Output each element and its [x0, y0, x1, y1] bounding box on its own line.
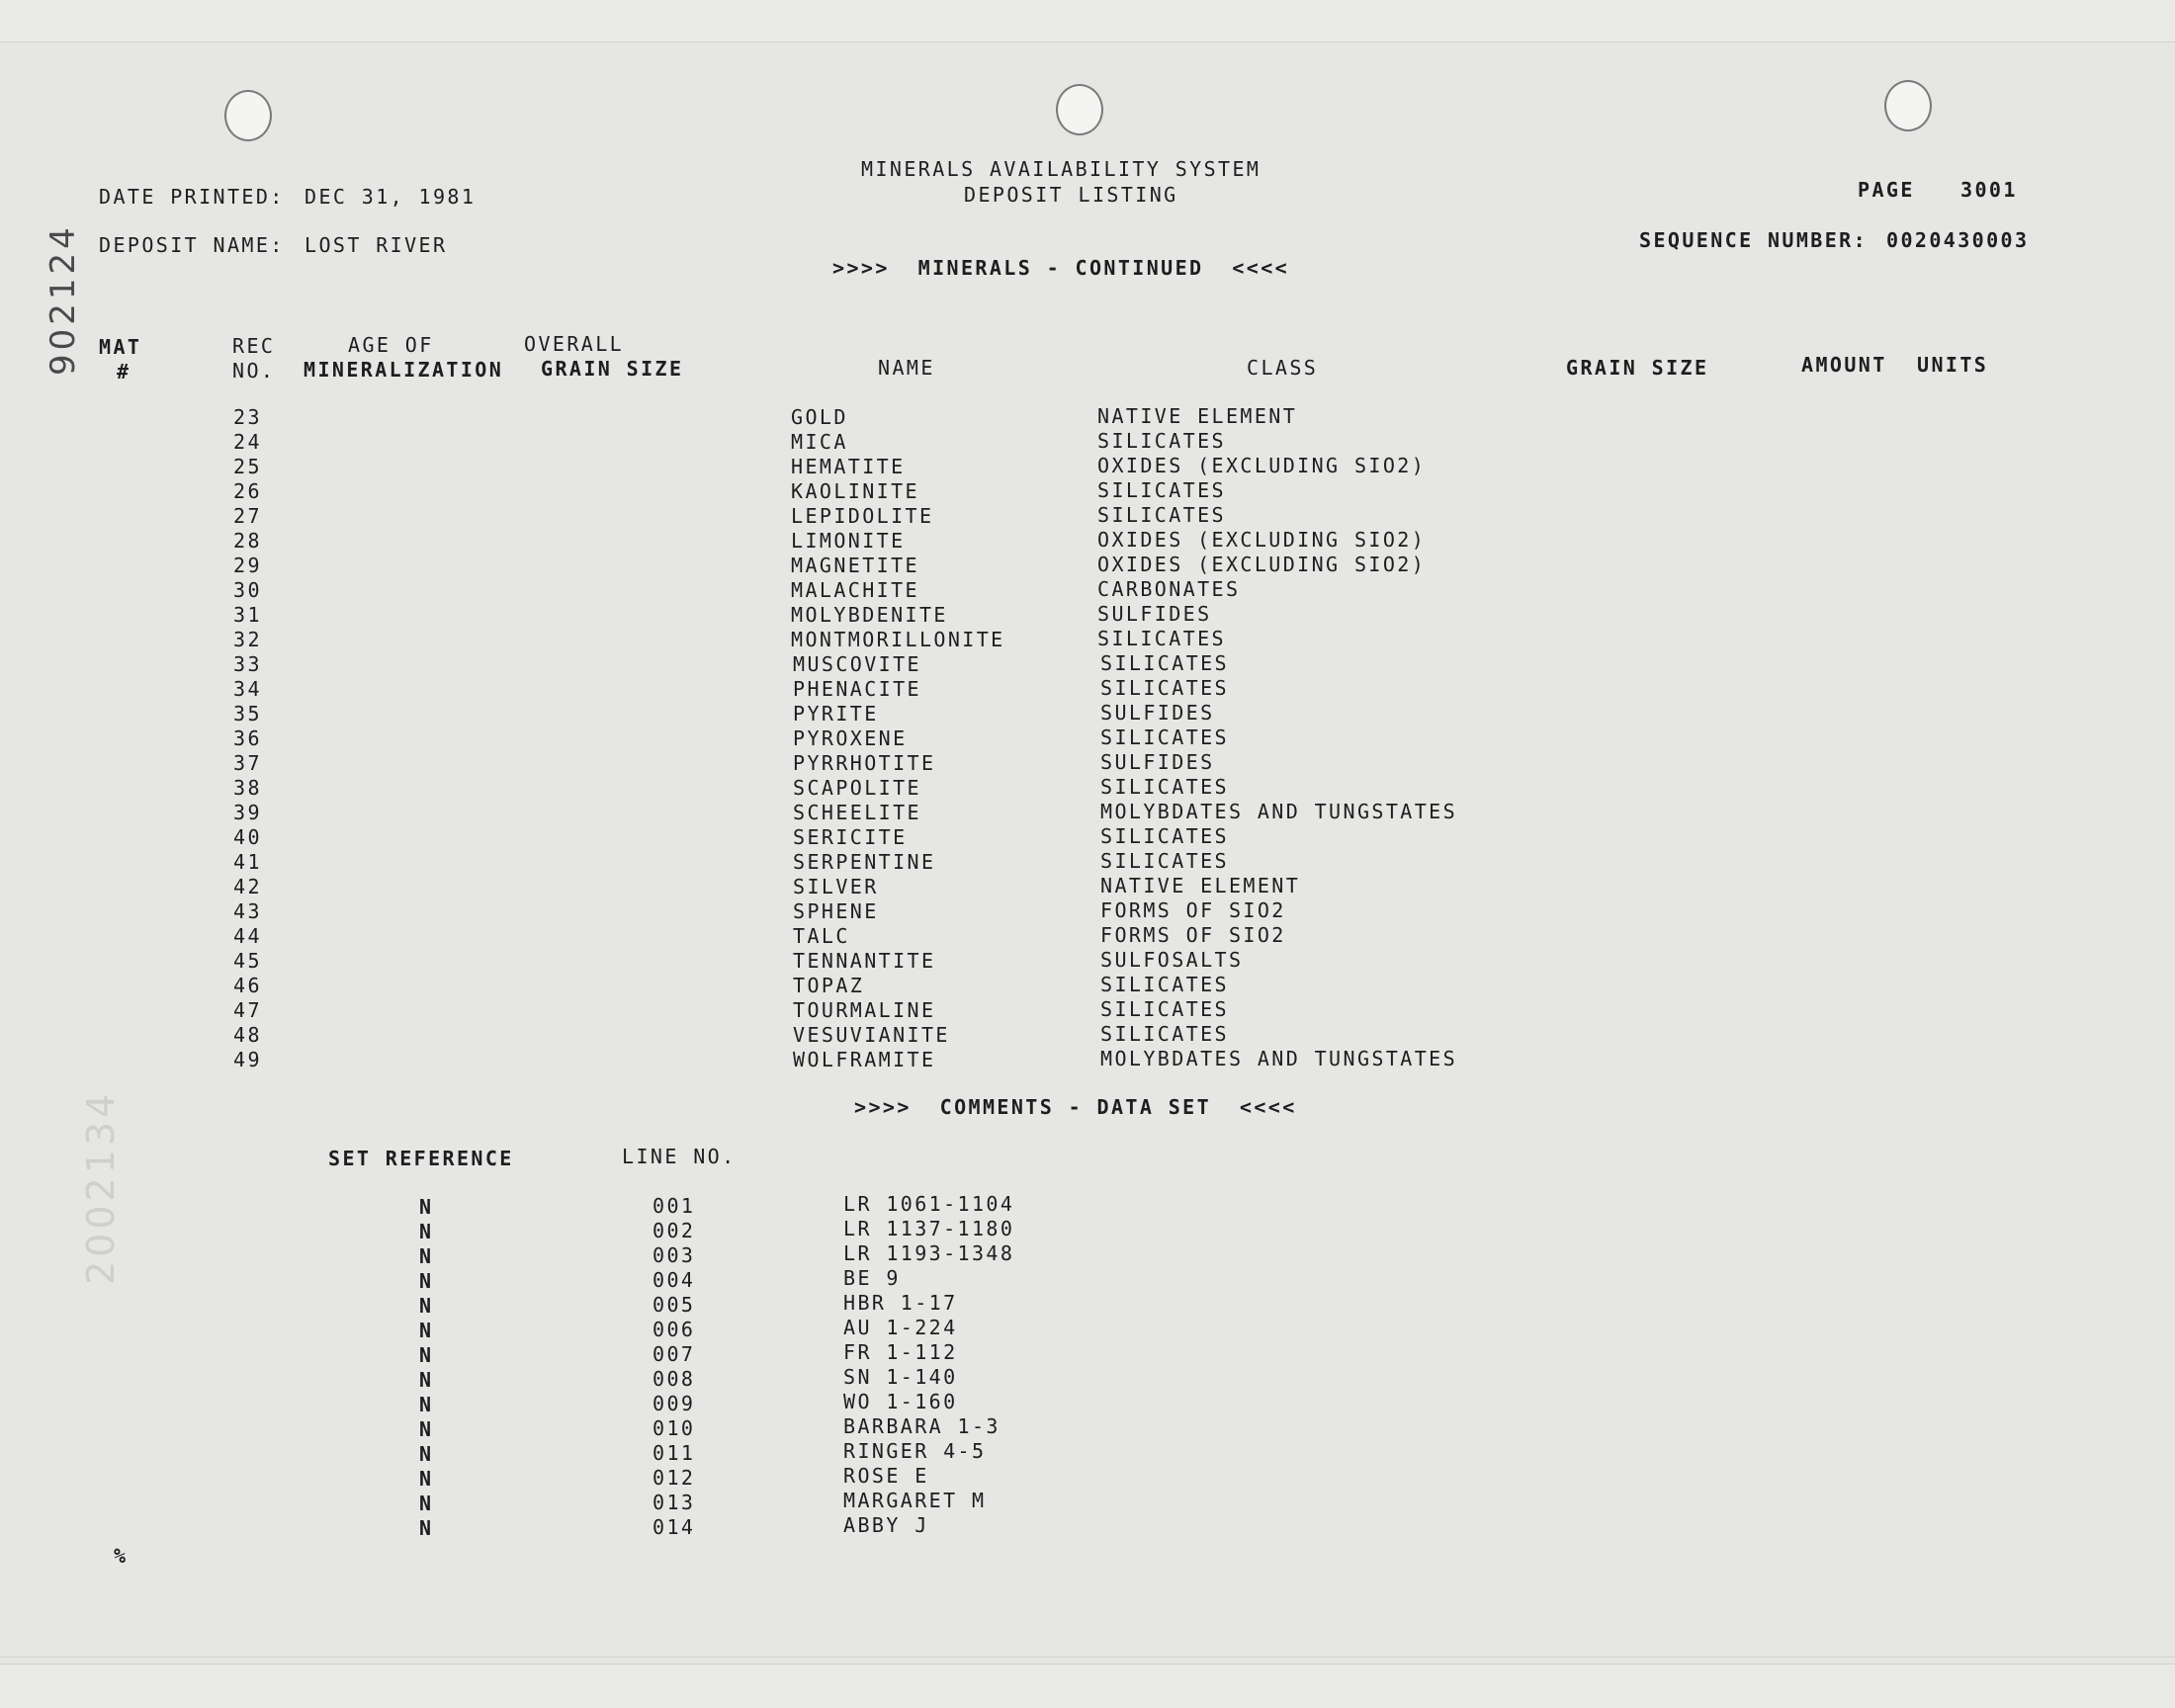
mineral-name: VESUVIANITE [793, 1023, 950, 1047]
mineral-name: PYRITE [793, 702, 879, 726]
set-reference: N [419, 1343, 434, 1367]
set-reference: N [419, 1516, 434, 1540]
rec-number: 43 [233, 899, 262, 923]
mineral-class: FORMS OF SIO2 [1100, 923, 1286, 947]
mineral-name: SCHEELITE [793, 801, 921, 824]
set-reference: N [419, 1294, 434, 1318]
mineral-class: CARBONATES [1097, 577, 1241, 601]
date-printed-label: DATE PRINTED: [99, 185, 285, 209]
comments-section-title: >>>> COMMENTS - DATA SET <<<< [854, 1095, 1297, 1119]
set-reference: N [419, 1220, 434, 1243]
comment-text: MARGARET M [843, 1489, 987, 1512]
comment-text: FR 1-112 [843, 1340, 958, 1364]
mineral-class: SULFIDES [1097, 602, 1212, 626]
deposit-name-label: DEPOSIT NAME: [99, 233, 285, 257]
mineral-class: SILICATES [1100, 1022, 1229, 1046]
comment-text: BARBARA 1-3 [843, 1414, 1000, 1438]
mineral-name: HEMATITE [791, 455, 906, 478]
mineral-name: SERPENTINE [793, 850, 936, 874]
col-age-line1: AGE OF [348, 333, 434, 357]
mineral-class: NATIVE ELEMENT [1100, 874, 1301, 897]
rec-number: 38 [233, 776, 262, 800]
rec-number: 35 [233, 702, 262, 726]
mineral-class: SILICATES [1100, 824, 1229, 848]
line-number: 007 [652, 1342, 696, 1366]
line-number: 004 [652, 1268, 696, 1292]
rec-number: 23 [233, 405, 262, 429]
rec-number: 37 [233, 751, 262, 775]
mineral-class: OXIDES (EXCLUDING SIO2) [1097, 553, 1427, 576]
col-amount: AMOUNT [1801, 353, 1887, 377]
rec-number: 48 [233, 1023, 262, 1047]
mineral-name: MAGNETITE [791, 554, 919, 577]
set-reference: N [419, 1492, 434, 1515]
rec-number: 24 [233, 430, 262, 454]
mineral-class: SILICATES [1100, 973, 1229, 996]
faint-bleed-through-stamp: 2002134 [79, 1089, 123, 1285]
mineral-name: WOLFRAMITE [793, 1048, 936, 1071]
set-reference: N [419, 1417, 434, 1441]
mineral-name: MUSCOVITE [793, 652, 921, 676]
comment-text: RINGER 4-5 [843, 1439, 987, 1463]
mineral-class: SILICATES [1100, 676, 1229, 700]
punch-hole-center [1056, 84, 1103, 135]
mineral-class: SILICATES [1097, 503, 1226, 527]
mineral-class: MOLYBDATES AND TUNGSTATES [1100, 800, 1458, 823]
mineral-name: PYROXENE [793, 726, 908, 750]
mineral-class: SILICATES [1100, 849, 1229, 873]
line-number: 005 [652, 1293, 696, 1317]
mineral-class: SILICATES [1100, 775, 1229, 799]
col-rec-line2: NO. [232, 359, 276, 383]
comment-text: LR 1137-1180 [843, 1217, 1015, 1240]
mineral-name: SILVER [793, 875, 879, 898]
mineral-class: SILICATES [1100, 997, 1229, 1021]
mineral-class: NATIVE ELEMENT [1097, 404, 1298, 428]
mineral-class: MOLYBDATES AND TUNGSTATES [1100, 1047, 1458, 1070]
rec-number: 39 [233, 801, 262, 824]
sequence-number-label: SEQUENCE NUMBER: [1639, 228, 1869, 252]
mineral-name: GOLD [791, 405, 848, 429]
line-number: 009 [652, 1392, 696, 1415]
col-set-reference: SET REFERENCE [328, 1147, 514, 1170]
rec-number: 49 [233, 1048, 262, 1071]
mineral-name: MOLYBDENITE [791, 603, 948, 627]
rec-number: 27 [233, 504, 262, 528]
line-number: 010 [652, 1416, 696, 1440]
line-number: 003 [652, 1243, 696, 1267]
mineral-name: TENNANTITE [793, 949, 936, 973]
rec-number: 30 [233, 578, 262, 602]
col-class: CLASS [1247, 356, 1319, 380]
date-printed-value: DEC 31, 1981 [304, 185, 477, 209]
col-age-line2: MINERALIZATION [304, 358, 504, 382]
rec-number: 44 [233, 924, 262, 948]
mineral-class: SULFOSALTS [1100, 948, 1244, 972]
rec-number: 34 [233, 677, 262, 701]
col-overall-line1: OVERALL [524, 332, 625, 356]
line-number: 011 [652, 1441, 696, 1465]
set-reference: N [419, 1467, 434, 1491]
mineral-name: LIMONITE [791, 529, 906, 553]
rec-number: 31 [233, 603, 262, 627]
col-name: NAME [878, 356, 935, 380]
comment-text: ABBY J [843, 1513, 929, 1537]
rec-number: 33 [233, 652, 262, 676]
rec-number: 36 [233, 726, 262, 750]
set-reference: N [419, 1393, 434, 1416]
mineral-name: SPHENE [793, 899, 879, 923]
comment-text: AU 1-224 [843, 1316, 958, 1339]
comment-text: LR 1193-1348 [843, 1241, 1015, 1265]
set-reference: N [419, 1244, 434, 1268]
comment-text: HBR 1-17 [843, 1291, 958, 1315]
comment-text: WO 1-160 [843, 1390, 958, 1413]
mineral-name: MALACHITE [791, 578, 919, 602]
mineral-class: OXIDES (EXCLUDING SIO2) [1097, 528, 1427, 552]
rec-number: 46 [233, 974, 262, 997]
rec-number: 28 [233, 529, 262, 553]
punch-hole-left [224, 90, 272, 141]
rec-number: 47 [233, 998, 262, 1022]
mineral-name: KAOLINITE [791, 479, 919, 503]
mineral-name: PYRRHOTITE [793, 751, 936, 775]
set-reference: N [419, 1368, 434, 1392]
mineral-class: SILICATES [1097, 429, 1226, 453]
mineral-class: SULFIDES [1100, 750, 1215, 774]
comment-text: LR 1061-1104 [843, 1192, 1015, 1216]
mineral-name: SERICITE [793, 825, 908, 849]
set-reference: N [419, 1195, 434, 1219]
line-number: 001 [652, 1194, 696, 1218]
line-number: 002 [652, 1219, 696, 1242]
mineral-class: SULFIDES [1100, 701, 1215, 725]
mineral-class: SILICATES [1100, 726, 1229, 749]
rec-number: 45 [233, 949, 262, 973]
rec-number: 25 [233, 455, 262, 478]
rec-number: 41 [233, 850, 262, 874]
punch-hole-right [1884, 80, 1932, 131]
printout-sheet [0, 42, 2175, 1664]
comment-text: BE 9 [843, 1266, 901, 1290]
mineral-name: TALC [793, 924, 850, 948]
rec-number: 26 [233, 479, 262, 503]
col-overall-line2: GRAIN SIZE [541, 357, 684, 381]
mineral-class: SILICATES [1097, 478, 1226, 502]
comment-text: ROSE E [843, 1464, 929, 1488]
line-number: 012 [652, 1466, 696, 1490]
col-mat-line2: # [117, 360, 131, 384]
mineral-name: SCAPOLITE [793, 776, 921, 800]
col-units: UNITS [1917, 353, 1989, 377]
margin-handwritten-number: 902124 [44, 223, 83, 376]
mineral-name: MICA [791, 430, 848, 454]
rec-number: 32 [233, 628, 262, 651]
system-title: MINERALS AVAILABILITY SYSTEM [861, 157, 1262, 181]
mineral-name: TOURMALINE [793, 998, 936, 1022]
mineral-name: MONTMORILLONITE [791, 628, 1005, 651]
line-number: 006 [652, 1318, 696, 1341]
mineral-name: TOPAZ [793, 974, 865, 997]
mineral-class: SILICATES [1097, 627, 1226, 650]
line-number: 008 [652, 1367, 696, 1391]
col-rec-line1: REC [232, 334, 276, 358]
comment-text: SN 1-140 [843, 1365, 958, 1389]
set-reference: N [419, 1442, 434, 1466]
rec-number: 29 [233, 554, 262, 577]
rec-number: 40 [233, 825, 262, 849]
mineral-class: OXIDES (EXCLUDING SIO2) [1097, 454, 1427, 477]
mineral-class: SILICATES [1100, 651, 1229, 675]
page-label: PAGE [1858, 178, 1915, 202]
mineral-name: PHENACITE [793, 677, 921, 701]
col-mat-line1: MAT [99, 335, 142, 359]
mineral-name: LEPIDOLITE [791, 504, 934, 528]
mineral-class: FORMS OF SIO2 [1100, 898, 1286, 922]
listing-title: DEPOSIT LISTING [964, 183, 1178, 207]
set-reference: N [419, 1269, 434, 1293]
line-number: 014 [652, 1515, 696, 1539]
line-number: 013 [652, 1491, 696, 1514]
rec-number: 42 [233, 875, 262, 898]
sequence-number-value: 0020430003 [1886, 228, 2030, 252]
minerals-section-title: >>>> MINERALS - CONTINUED <<<< [832, 256, 1290, 280]
set-reference: N [419, 1319, 434, 1342]
col-grain-size: GRAIN SIZE [1566, 356, 1709, 380]
deposit-name-value: LOST RIVER [304, 233, 448, 257]
footer-percent-mark: % [114, 1544, 129, 1568]
col-line-no: LINE NO. [622, 1145, 737, 1168]
page-number: 3001 [1960, 178, 2018, 202]
